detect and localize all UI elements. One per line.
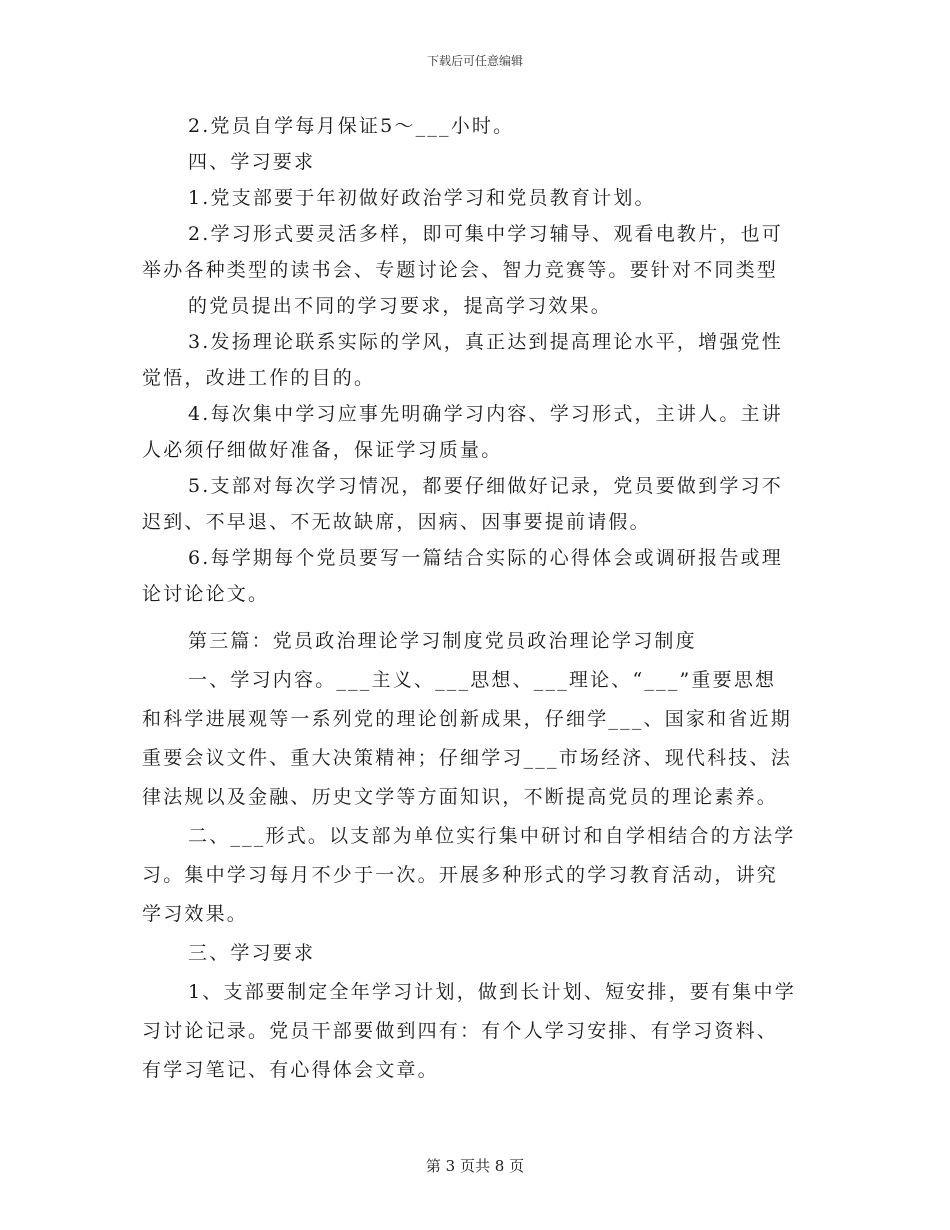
text-line: 2.学习形式要灵活多样，即可集中学习辅导、观看电教片，也可 bbox=[188, 223, 783, 245]
text-line: 论讨论论文。 bbox=[142, 583, 270, 605]
text-line: 2.党员自学每月保证5～___小时。 bbox=[188, 115, 515, 137]
text-line: 有学习笔记、有心得体会文章。 bbox=[142, 1059, 439, 1081]
text-line: 人必须仔细做好准备，保证学习质量。 bbox=[142, 439, 503, 461]
page-number: 第 3 页共 8 页 bbox=[425, 1157, 525, 1175]
text-line: 6.每学期每个党员要写一篇结合实际的心得体会或调研报告或理 bbox=[188, 547, 783, 569]
text-line: 和科学进展观等一系列党的理论创新成果，仔细学___、国家和省近期 bbox=[142, 708, 792, 730]
text-line: 学习效果。 bbox=[142, 903, 249, 925]
text-line: 5.支部对每次学习情况，都要仔细做好记录，党员要做到学习不 bbox=[188, 475, 783, 497]
text-line: 4.每次集中学习应事先明确学习内容、学习形式，主讲人。主讲 bbox=[188, 403, 783, 425]
text-line: 觉悟，改进工作的目的。 bbox=[142, 367, 376, 389]
text-line: 一、学习内容。___主义、___思想、___理论、“___”重要思想 bbox=[188, 669, 777, 691]
text-line: 重要会议文件、重大决策精神；仔细学习___市场经济、现代科技、法 bbox=[142, 747, 792, 769]
text-line: 律法规以及金融、历史文学等方面知识，不断提高党员的理论素养。 bbox=[142, 786, 779, 808]
text-line: 习讨论记录。党员干部要做到四有：有个人学习安排、有学习资料、 bbox=[142, 1020, 779, 1042]
text-line: 迟到、不早退、不无故缺席，因病、因事要提前请假。 bbox=[142, 511, 651, 533]
page-header: 下载后可任意编辑 bbox=[426, 54, 523, 68]
text-line: 1.党支部要于年初做好政治学习和党员教育计划。 bbox=[188, 187, 656, 209]
section-heading: 三、学习要求 bbox=[188, 942, 316, 964]
text-line: 3.发扬理论联系实际的学风，真正达到提高理论水平，增强党性 bbox=[188, 331, 783, 353]
text-line: 举办各种类型的读书会、专题讨论会、智力竞赛等。要针对不同类型 bbox=[142, 259, 779, 281]
text-line: 1、支部要制定全年学习计划，做到长计划、短安排，要有集中学 bbox=[188, 981, 796, 1003]
text-line: 二、___形式。以支部为单位实行集中研讨和自学相结合的方法学 bbox=[188, 825, 796, 847]
text-line: 习。集中学习每月不少于一次。开展多种形式的学习教育活动，讲究 bbox=[142, 864, 779, 886]
section-heading: 四、学习要求 bbox=[188, 151, 316, 173]
text-line: 的党员提出不同的学习要求，提高学习效果。 bbox=[188, 295, 613, 317]
chapter-title: 第三篇：党员政治理论学习制度党员政治理论学习制度 bbox=[188, 630, 697, 652]
